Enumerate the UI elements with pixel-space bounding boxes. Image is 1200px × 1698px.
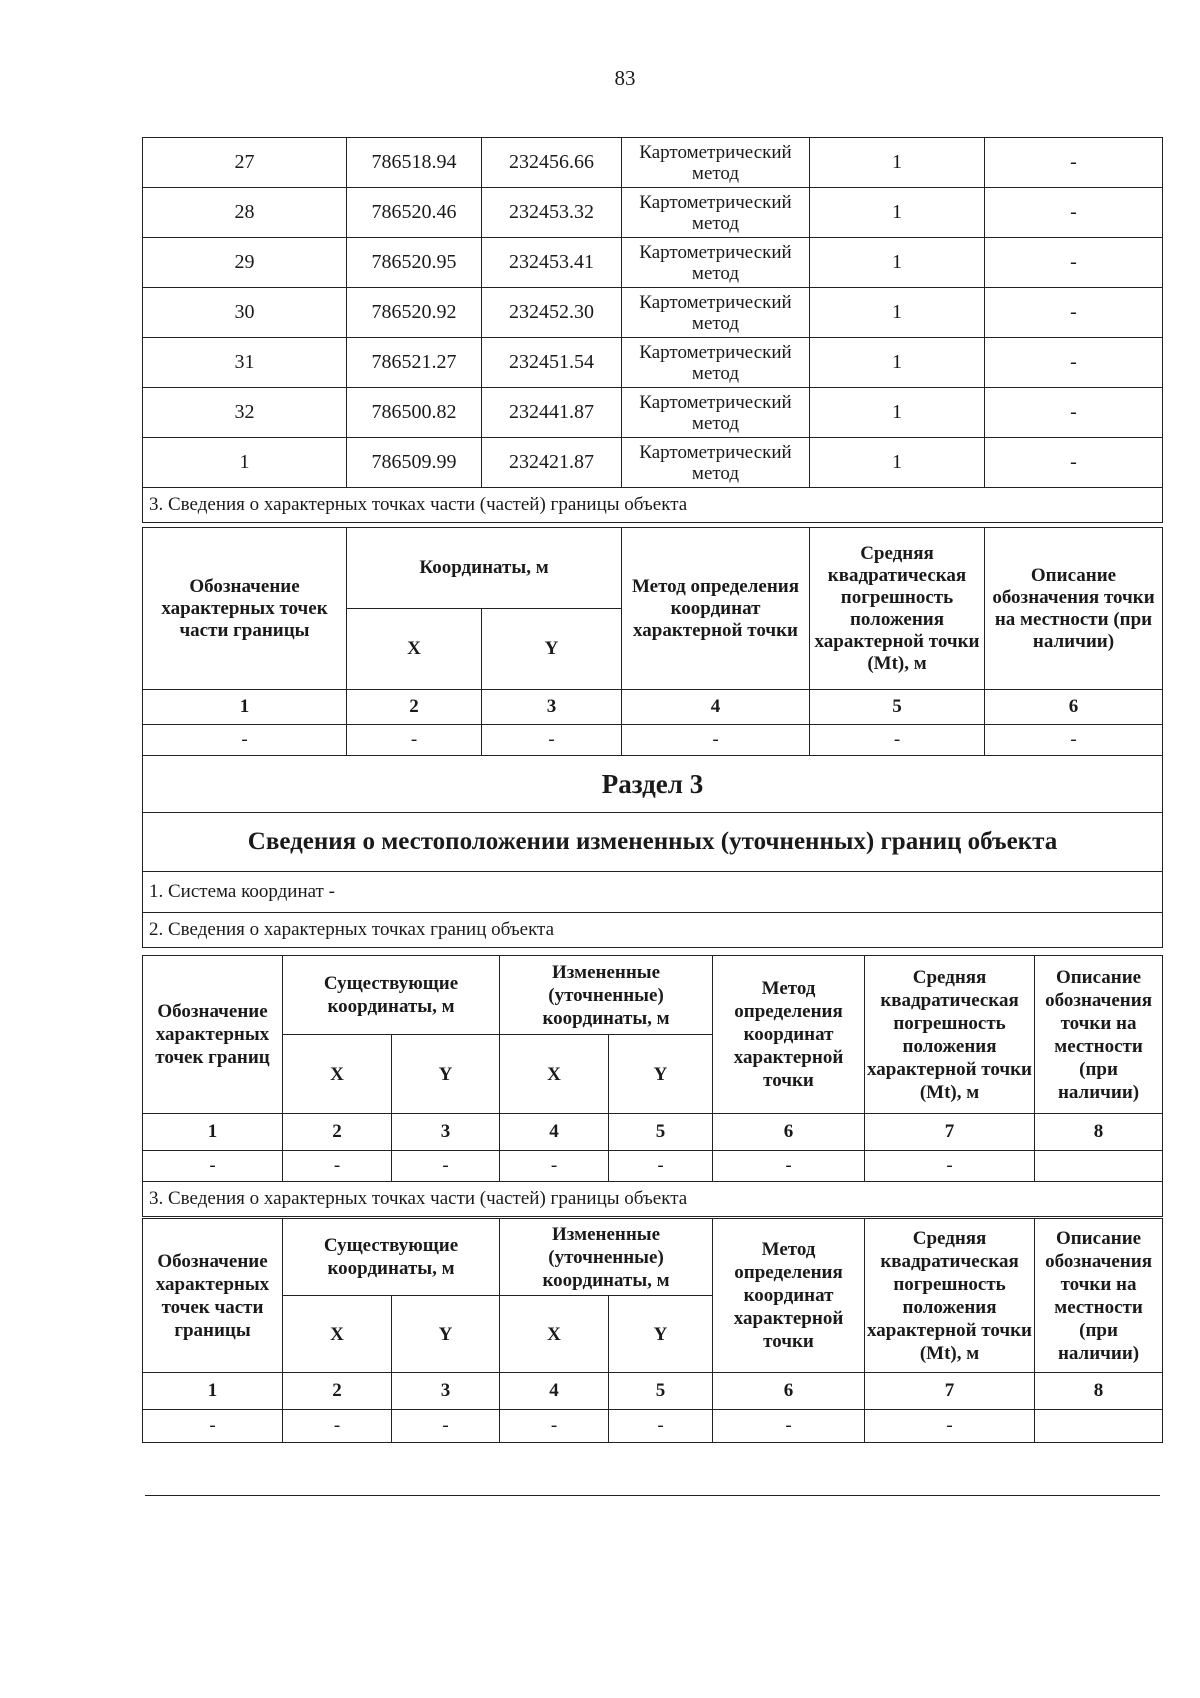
part-points-caption: 3. Сведения о характерных точках части (частей) границы объекта — [143, 488, 1163, 523]
cell-8: 8 — [1035, 1373, 1163, 1410]
cell-7: - — [865, 1410, 1035, 1443]
cell-4: - — [500, 1151, 609, 1182]
cell-2: - — [283, 1410, 392, 1443]
cell-y: 232453.41 — [482, 238, 622, 288]
changed-part-caption: 3. Сведения о характерных точках части (частей) границы объекта — [143, 1182, 1163, 1217]
table-row — [143, 388, 1163, 438]
cell-3: 3 — [392, 1114, 500, 1151]
cell-accuracy: 1 — [810, 138, 985, 188]
cell-y: 232456.66 — [482, 138, 622, 188]
cell-point: 1 — [143, 438, 347, 488]
cell-6: 6 — [713, 1373, 865, 1410]
table-row — [143, 1410, 1163, 1443]
table-row — [143, 238, 1163, 288]
cell-x: 786518.94 — [347, 138, 482, 188]
cell-6: - — [713, 1151, 865, 1182]
cell-1: - — [143, 1410, 283, 1443]
cell-method: Картометрический метод — [622, 188, 810, 238]
cell-accuracy: 1 — [810, 238, 985, 288]
cell-point: 28 — [143, 188, 347, 238]
points-table-continued — [142, 137, 1163, 523]
header-changed-x: X — [500, 1296, 609, 1373]
cell-1: 1 — [143, 1373, 283, 1410]
cell-accuracy: 1 — [810, 388, 985, 438]
cell-2: 2 — [283, 1114, 392, 1151]
section-title: Раздел 3 — [143, 756, 1163, 813]
header-existing-coordinates: Существующие координаты, м — [283, 956, 500, 1035]
cell-accuracy: 1 — [810, 338, 985, 388]
table-row — [143, 138, 1163, 188]
cell-4: 4 — [500, 1114, 609, 1151]
header-description: Описание обозначения точки на местности (при наличии) — [985, 528, 1163, 690]
header-existing-y: Y — [392, 1035, 500, 1114]
cell-method: Картометрический метод — [622, 338, 810, 388]
header-method: Метод определения координат характерной точки — [622, 528, 810, 690]
cell-7: - — [865, 1151, 1035, 1182]
cell-y: 232441.87 — [482, 388, 622, 438]
table-row — [143, 725, 1163, 756]
cell-7: 7 — [865, 1114, 1035, 1151]
cell-desc: - — [985, 238, 1163, 288]
cell-2: 2 — [347, 690, 482, 725]
cell-x: 786520.92 — [347, 288, 482, 338]
cell-y: 232453.32 — [482, 188, 622, 238]
cell-5: 5 — [609, 1373, 713, 1410]
changed-part-points-table — [142, 1218, 1163, 1443]
table-row — [143, 1114, 1163, 1151]
cell-8 — [1035, 1151, 1163, 1182]
cell-4: - — [622, 725, 810, 756]
header-y: Y — [482, 609, 622, 690]
cell-6: 6 — [985, 690, 1163, 725]
section-subtitle: Сведения о местоположении измененных (уточненных) границ объекта — [143, 813, 1163, 872]
header-existing-x: X — [283, 1296, 392, 1373]
cell-5: 5 — [609, 1114, 713, 1151]
cell-desc: - — [985, 338, 1163, 388]
cell-1: 1 — [143, 1114, 283, 1151]
cell-accuracy: 1 — [810, 438, 985, 488]
part-points-table — [142, 527, 1163, 948]
cell-6: - — [713, 1410, 865, 1443]
footer-divider — [145, 1495, 1160, 1496]
cell-5: - — [609, 1410, 713, 1443]
cell-desc: - — [985, 388, 1163, 438]
cell-1: - — [143, 1151, 283, 1182]
header-point-designation: Обозначение характерных точек границ — [143, 956, 283, 1114]
cell-6: 6 — [713, 1114, 865, 1151]
cell-8: 8 — [1035, 1114, 1163, 1151]
cell-x: 786509.99 — [347, 438, 482, 488]
cell-8 — [1035, 1410, 1163, 1443]
cell-method: Картометрический метод — [622, 238, 810, 288]
cell-desc: - — [985, 288, 1163, 338]
header-accuracy: Средняя квадратическая погрешность положения характерной точки (Mt), м — [810, 528, 985, 690]
header-existing-x: X — [283, 1035, 392, 1114]
cell-5: - — [609, 1151, 713, 1182]
cell-6: - — [985, 725, 1163, 756]
cell-1: 1 — [143, 690, 347, 725]
points-caption: 2. Сведения о характерных точках границ объекта — [143, 913, 1163, 948]
cell-point: 31 — [143, 338, 347, 388]
cell-accuracy: 1 — [810, 188, 985, 238]
cell-desc: - — [985, 138, 1163, 188]
changed-points-table — [142, 955, 1163, 1217]
cell-desc: - — [985, 188, 1163, 238]
cell-point: 32 — [143, 388, 347, 438]
coordinate-system: 1. Система координат - — [143, 872, 1163, 913]
header-coordinates: Координаты, м — [347, 528, 622, 609]
cell-point: 27 — [143, 138, 347, 188]
header-changed-y: Y — [609, 1035, 713, 1114]
cell-x: 786500.82 — [347, 388, 482, 438]
header-method: Метод определения координат характерной точки — [713, 956, 865, 1114]
header-point-designation: Обозначение характерных точек части границы — [143, 528, 347, 690]
cell-x: 786520.95 — [347, 238, 482, 288]
cell-3: 3 — [482, 690, 622, 725]
cell-3: - — [392, 1410, 500, 1443]
cell-3: - — [482, 725, 622, 756]
cell-4: 4 — [500, 1373, 609, 1410]
table-row — [143, 690, 1163, 725]
cell-y: 232451.54 — [482, 338, 622, 388]
header-method: Метод определения координат характерной точки — [713, 1219, 865, 1373]
cell-5: 5 — [810, 690, 985, 725]
cell-point: 30 — [143, 288, 347, 338]
cell-accuracy: 1 — [810, 288, 985, 338]
cell-3: - — [392, 1151, 500, 1182]
cell-x: 786520.46 — [347, 188, 482, 238]
cell-method: Картометрический метод — [622, 388, 810, 438]
cell-1: - — [143, 725, 347, 756]
cell-method: Картометрический метод — [622, 138, 810, 188]
table-row — [143, 438, 1163, 488]
cell-x: 786521.27 — [347, 338, 482, 388]
header-existing-coordinates: Существующие координаты, м — [283, 1219, 500, 1296]
cell-point: 29 — [143, 238, 347, 288]
cell-method: Картометрический метод — [622, 438, 810, 488]
header-changed-coordinates: Измененные (уточненные) координаты, м — [500, 956, 713, 1035]
cell-3: 3 — [392, 1373, 500, 1410]
header-accuracy: Средняя квадратическая погрешность положения характерной точки (Mt), м — [865, 1219, 1035, 1373]
cell-y: 232452.30 — [482, 288, 622, 338]
table-row — [143, 1151, 1163, 1182]
header-existing-y: Y — [392, 1296, 500, 1373]
header-point-designation: Обозначение характерных точек части границы — [143, 1219, 283, 1373]
cell-7: 7 — [865, 1373, 1035, 1410]
header-changed-x: X — [500, 1035, 609, 1114]
header-description: Описание обозначения точки на местности (при наличии) — [1035, 1219, 1163, 1373]
header-description: Описание обозначения точки на местности (при наличии) — [1035, 956, 1163, 1114]
table-row — [143, 188, 1163, 238]
cell-4: 4 — [622, 690, 810, 725]
cell-method: Картометрический метод — [622, 288, 810, 338]
cell-2: - — [347, 725, 482, 756]
table-row — [143, 1373, 1163, 1410]
cell-4: - — [500, 1410, 609, 1443]
header-changed-coordinates: Измененные (уточненные) координаты, м — [500, 1219, 713, 1296]
header-accuracy: Средняя квадратическая погрешность положения характерной точки (Mt), м — [865, 956, 1035, 1114]
header-x: X — [347, 609, 482, 690]
cell-2: 2 — [283, 1373, 392, 1410]
table-row — [143, 288, 1163, 338]
cell-2: - — [283, 1151, 392, 1182]
header-changed-y: Y — [609, 1296, 713, 1373]
cell-5: - — [810, 725, 985, 756]
page-number: 83 — [614, 66, 636, 90]
table-row — [143, 338, 1163, 388]
cell-desc: - — [985, 438, 1163, 488]
cell-y: 232421.87 — [482, 438, 622, 488]
